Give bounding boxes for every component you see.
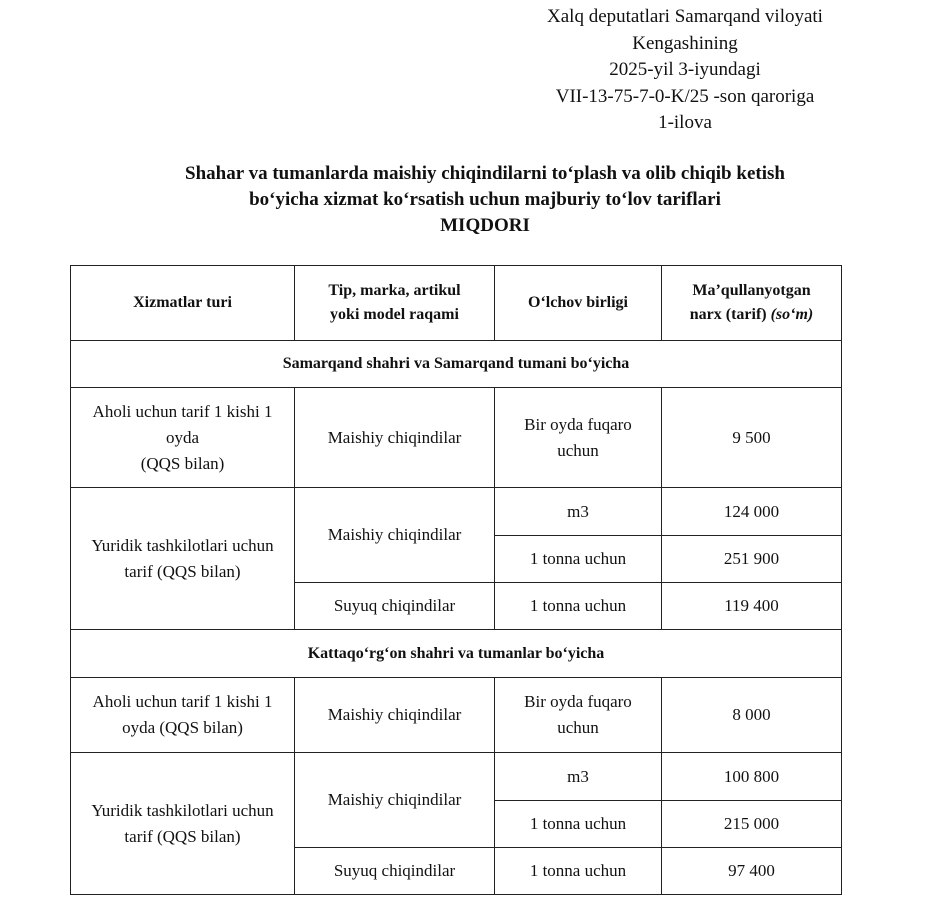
table-row [71,678,842,753]
cell-type: Maishiy chiqindilar [295,488,495,583]
unit-line: uchun [557,440,599,460]
service-line: oyda [165,427,200,447]
cell-service [71,388,295,488]
title-line: MIQDORI [440,215,530,236]
cell-price: 119 400 [662,583,842,630]
section-title: Samarqand shahri va Samarqand tumani bo‘yicha [71,341,842,388]
cell-service [71,753,295,895]
tariff-table [70,265,842,895]
service-line: Aholi uchun tarif 1 kishi 1 [92,401,273,421]
table-header-row [71,266,842,341]
cell-type: Maishiy chiqindilar [295,753,495,848]
service-line: tarif (QQS bilan) [124,561,241,581]
annex-line: VII-13-75-7-0-K/25 -son qaroriga [555,85,815,107]
cell-type: Maishiy chiqindilar [295,678,495,753]
cell-unit: 1 tonna uchun [495,536,662,583]
table-row [71,388,842,488]
cell-unit: m3 [495,488,662,536]
cell-unit: 1 tonna uchun [495,801,662,848]
cell-type: Maishiy chiqindilar [295,388,495,488]
document-title [60,161,910,239]
header-price-currency: (so‘m) [770,306,814,323]
service-line: Yuridik tashkilotlari uchun [91,535,274,555]
header-price-label: narx (tarif) [689,306,767,323]
annex-reference [505,4,865,137]
title-line: Shahar va tumanlarda maishiy chiqindilarni to‘plash va olib chiqib ketish [185,163,785,184]
cell-price: 215 000 [662,801,842,848]
header-price-line: Ma’qullanyotgan [692,282,811,299]
cell-type: Suyuq chiqindilar [295,848,495,895]
unit-line: Bir oyda fuqaro [524,692,632,711]
header-unit: O‘lchov birligi [495,266,662,341]
section-title: Kattaqo‘rg‘on shahri va tumanlar bo‘yicha [71,630,842,678]
cell-service [71,678,295,753]
header-type-line: Tip, marka, artikul [328,282,461,299]
service-line: oyda (QQS bilan) [122,718,243,737]
cell-unit [495,388,662,488]
cell-type: Suyuq chiqindilar [295,583,495,630]
annex-line: 1-ilova [658,112,712,133]
table-row [71,753,842,801]
service-line: Yuridik tashkilotlari uchun [91,800,274,820]
cell-service [71,488,295,630]
cell-price: 8 000 [662,678,842,753]
cell-price: 100 800 [662,753,842,801]
annex-line: Kengashining [632,32,738,54]
cell-price: 251 900 [662,536,842,583]
cell-price: 97 400 [662,848,842,895]
title-line: bo‘yicha xizmat ko‘rsatish uchun majburiy to‘lov tariflari [249,189,721,210]
unit-line: Bir oyda fuqaro [524,414,632,434]
cell-price: 124 000 [662,488,842,536]
annex-line: 2025-yil 3-iyundagi [609,59,761,80]
service-line: tarif (QQS bilan) [124,826,241,846]
section-row [71,630,842,678]
header-service: Xizmatlar turi [71,266,295,341]
header-type-line: yoki model raqami [330,306,459,323]
cell-unit: m3 [495,753,662,801]
header-price [662,266,842,341]
service-line: Aholi uchun tarif 1 kishi 1 [92,692,273,711]
annex-line: Xalq deputatlari Samarqand viloyati [547,6,823,27]
service-line: (QQS bilan) [140,453,225,473]
cell-unit: 1 tonna uchun [495,583,662,630]
unit-line: uchun [557,718,599,737]
cell-unit: 1 tonna uchun [495,848,662,895]
table-row [71,488,842,536]
cell-price: 9 500 [662,388,842,488]
cell-unit [495,678,662,753]
header-type [295,266,495,341]
header-price-line [666,303,837,327]
section-row [71,341,842,388]
